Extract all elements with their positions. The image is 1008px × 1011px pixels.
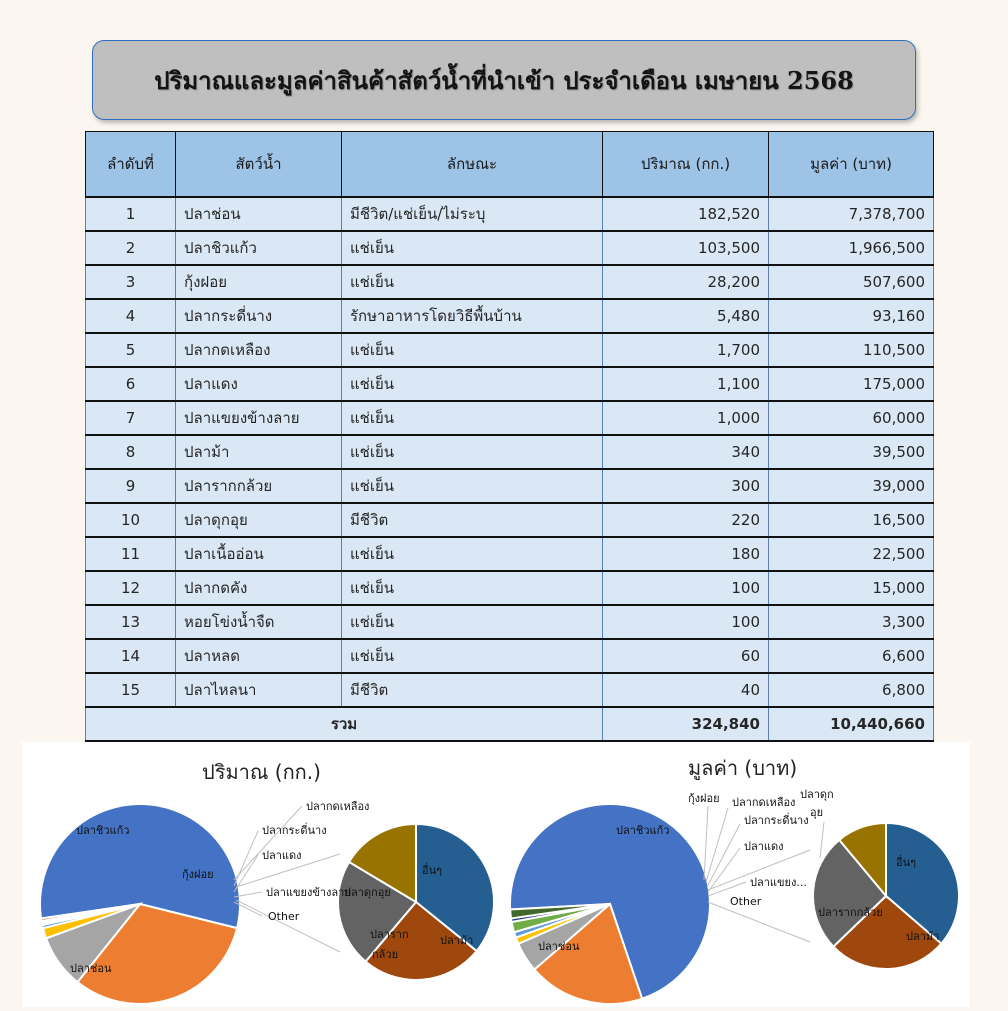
row-number: 4	[86, 299, 176, 333]
row-type: แช่เย็น	[342, 333, 603, 367]
qty-leader-label-0: ปลากดเหลือง	[306, 800, 370, 813]
row-species: ปลาไหลนา	[176, 673, 342, 707]
page-title: ปริมาณและมูลค่าสินค้าสัตว์น้ำที่นำเข้า ประจำเดือน เมษายน 2568	[154, 65, 854, 95]
table-row	[86, 401, 934, 435]
value-chart-panel	[508, 742, 970, 1007]
row-quantity: 1,000	[603, 401, 769, 435]
row-number: 10	[86, 503, 176, 537]
total-row	[86, 707, 934, 741]
val-leader-label-0: กุ้งฝอย	[688, 792, 720, 805]
row-number: 2	[86, 231, 176, 265]
header-species: สัตว์น้ำ	[176, 132, 342, 198]
row-value: 507,600	[769, 265, 934, 299]
val-leader-label-6: ปลาดุก	[800, 788, 834, 801]
row-value: 110,500	[769, 333, 934, 367]
quantity-chart-title: ปริมาณ (กก.)	[202, 760, 321, 784]
row-quantity: 100	[603, 571, 769, 605]
row-type: แช่เย็น	[342, 469, 603, 503]
row-value: 7,378,700	[769, 197, 934, 231]
table-header-row	[86, 132, 934, 198]
row-value: 175,000	[769, 367, 934, 401]
row-type: แช่เย็น	[342, 401, 603, 435]
row-quantity: 100	[603, 605, 769, 639]
quantity-chart-panel	[22, 742, 508, 1007]
table-row	[86, 333, 934, 367]
qty-sec-label-dukui: ปลาดุกอุย	[344, 886, 391, 899]
row-value: 60,000	[769, 401, 934, 435]
row-quantity: 220	[603, 503, 769, 537]
val-connector-bottom	[708, 902, 810, 942]
row-type: แช่เย็น	[342, 265, 603, 299]
row-type: แช่เย็น	[342, 639, 603, 673]
row-value: 1,966,500	[769, 231, 934, 265]
row-quantity: 182,520	[603, 197, 769, 231]
row-species: หอยโข่งน้ำจืด	[176, 605, 342, 639]
val-leader-label-1: ปลากดเหลือง	[732, 796, 796, 809]
row-number: 12	[86, 571, 176, 605]
table-row	[86, 367, 934, 401]
val-sec-label-others: อื่นๆ	[896, 856, 917, 869]
val-leader-label-2: ปลากระดี่นาง	[744, 814, 809, 827]
qty-sec-label-others: อื่นๆ	[422, 864, 443, 877]
qty-sec-label-rak-2: กล้วย	[372, 948, 399, 961]
row-species: กุ้งฝอย	[176, 265, 342, 299]
row-value: 39,000	[769, 469, 934, 503]
row-value: 6,800	[769, 673, 934, 707]
row-number: 14	[86, 639, 176, 673]
row-number: 13	[86, 605, 176, 639]
val-leader-label-5: Other	[730, 895, 762, 908]
table-row	[86, 605, 934, 639]
row-number: 8	[86, 435, 176, 469]
qty-label-snakehead: ปลาช่อน	[70, 962, 112, 975]
row-value: 15,000	[769, 571, 934, 605]
val-sec-label-ma: ปลาม้า	[906, 930, 940, 943]
header-value: มูลค่า (บาท)	[769, 132, 934, 198]
row-species: ปลาดุกอุย	[176, 503, 342, 537]
table-row	[86, 571, 934, 605]
row-species: ปลากดคัง	[176, 571, 342, 605]
table-row	[86, 503, 934, 537]
val-leader-label-3: ปลาแดง	[744, 840, 784, 853]
row-value: 93,160	[769, 299, 934, 333]
row-value: 6,600	[769, 639, 934, 673]
val-leader-label-7: อุย	[810, 806, 824, 819]
row-species: ปลารากกล้วย	[176, 469, 342, 503]
row-quantity: 1,700	[603, 333, 769, 367]
row-species: ปลาเนื้ออ่อน	[176, 537, 342, 571]
row-quantity: 103,500	[603, 231, 769, 265]
table-row	[86, 537, 934, 571]
total-label: รวม	[86, 707, 603, 741]
row-type: แช่เย็น	[342, 605, 603, 639]
row-type: แช่เย็น	[342, 231, 603, 265]
row-species: ปลากระดี่นาง	[176, 299, 342, 333]
total-value: 10,440,660	[769, 707, 934, 741]
val-sec-label-rak: ปลารากกล้วย	[818, 906, 883, 919]
row-quantity: 5,480	[603, 299, 769, 333]
table-row	[86, 265, 934, 299]
row-type: มีชีวิต/แช่เย็น/ไม่ระบุ	[342, 197, 603, 231]
qty-sec-label-ma: ปลาม้า	[440, 934, 474, 947]
header-type: ลักษณะ	[342, 132, 603, 198]
row-type: แช่เย็น	[342, 367, 603, 401]
row-type: แช่เย็น	[342, 537, 603, 571]
val-leader-6	[820, 822, 824, 858]
row-species: ปลาแขยงข้างลาย	[176, 401, 342, 435]
qty-leader-label-2: ปลาแดง	[262, 849, 302, 862]
row-number: 7	[86, 401, 176, 435]
row-number: 1	[86, 197, 176, 231]
val-label-chiwkaew: ปลาชิวแก้ว	[616, 824, 670, 837]
row-quantity: 300	[603, 469, 769, 503]
import-table	[85, 131, 934, 742]
qty-sec-label-rak-1: ปลาราก	[370, 928, 409, 941]
row-type: มีชีวิต	[342, 673, 603, 707]
row-number: 5	[86, 333, 176, 367]
row-number: 11	[86, 537, 176, 571]
qty-connector-bottom	[236, 900, 340, 952]
row-species: ปลาช่อน	[176, 197, 342, 231]
total-quantity: 324,840	[603, 707, 769, 741]
row-species: ปลาม้า	[176, 435, 342, 469]
row-type: รักษาอาหารโดยวิธีพื้นบ้าน	[342, 299, 603, 333]
table-row	[86, 673, 934, 707]
table-row	[86, 299, 934, 333]
row-number: 15	[86, 673, 176, 707]
row-value: 22,500	[769, 537, 934, 571]
row-value: 16,500	[769, 503, 934, 537]
qty-leader-label-3: ปลาแขยงข้างลาย	[266, 886, 351, 899]
val-label-snakehead: ปลาช่อน	[538, 940, 580, 953]
row-quantity: 60	[603, 639, 769, 673]
title-banner	[92, 40, 916, 120]
row-quantity: 340	[603, 435, 769, 469]
val-leader-1	[706, 808, 728, 882]
header-quantity: ปริมาณ (กก.)	[603, 132, 769, 198]
qty-leader-label-4: Other	[268, 910, 300, 923]
qty-leader-2	[234, 855, 258, 892]
value-chart-title: มูลค่า (บาท)	[688, 756, 798, 780]
row-type: มีชีวิต	[342, 503, 603, 537]
row-species: ปลาชิวแก้ว	[176, 231, 342, 265]
val-leader-label-4: ปลาแขยง...	[750, 876, 807, 889]
row-value: 39,500	[769, 435, 934, 469]
row-number: 9	[86, 469, 176, 503]
row-quantity: 180	[603, 537, 769, 571]
val-leader-0	[704, 806, 708, 880]
header-no: ลำดับที่	[86, 132, 176, 198]
row-species: ปลากดเหลือง	[176, 333, 342, 367]
row-number: 6	[86, 367, 176, 401]
row-quantity: 40	[603, 673, 769, 707]
qty-label-shrimp: กุ้งฝอย	[182, 868, 214, 881]
table-row	[86, 639, 934, 673]
row-species: ปลาหลด	[176, 639, 342, 673]
table-row	[86, 469, 934, 503]
table-row	[86, 197, 934, 231]
row-type: แช่เย็น	[342, 435, 603, 469]
qty-label-chiwkaew: ปลาชิวแก้ว	[76, 824, 130, 837]
row-number: 3	[86, 265, 176, 299]
table-row	[86, 231, 934, 265]
table-row	[86, 435, 934, 469]
row-type: แช่เย็น	[342, 571, 603, 605]
qty-leader-label-1: ปลากระดี่นาง	[262, 824, 327, 837]
row-species: ปลาแดง	[176, 367, 342, 401]
row-quantity: 28,200	[603, 265, 769, 299]
row-quantity: 1,100	[603, 367, 769, 401]
row-value: 3,300	[769, 605, 934, 639]
